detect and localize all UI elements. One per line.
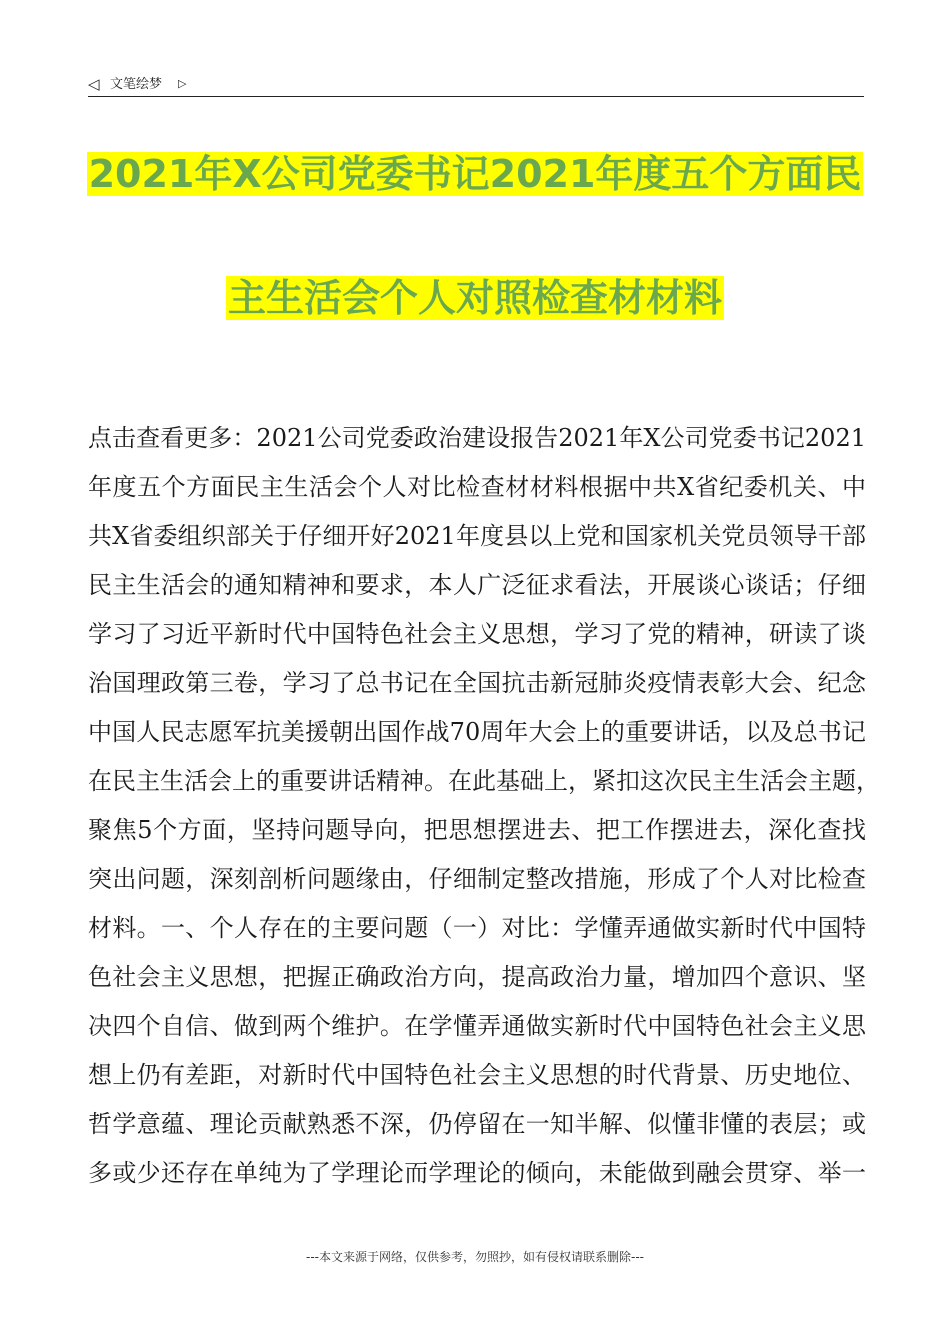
title-line-2-text: 主生活会个人对照检查材材料 — [227, 276, 722, 320]
left-triangle-icon: ◁ — [88, 75, 100, 93]
header-brand: 文笔绘梦 — [110, 77, 163, 92]
body-line: 多或少还存在单纯为了学理论而学理论的倾向，未能做到融会贯穿、举一 — [88, 1159, 866, 1187]
body-line: 学习了习近平新时代中国特色社会主义思想，学习了党的精神，研读了谈 — [88, 620, 866, 648]
body-line: 民主生活会的通知精神和要求，本人广泛征求看法，开展谈心谈话；仔细 — [88, 571, 866, 599]
body-line: 决四个自信、做到两个维护。在学懂弄通做实新时代中国特色社会主义思 — [88, 1012, 866, 1040]
right-triangle-icon: ▷ — [178, 77, 187, 90]
body-line: 治国理政第三卷，学习了总书记在全国抗击新冠肺炎疫情表彰大会、纪念 — [88, 669, 866, 697]
body-line: 想上仍有差距，对新时代中国特色社会主义思想的时代背景、历史地位、 — [88, 1061, 866, 1089]
page-header — [88, 74, 864, 97]
body-line: 色社会主义思想，把握正确政治方向，提高政治力量，增加四个意识、坚 — [88, 963, 866, 991]
body-line: 哲学意蕴、理论贡献熟悉不深，仍停留在一知半解、似懂非懂的表层；或 — [88, 1110, 866, 1138]
body-line: 年度五个方面民主生活会个人对比检查材材料根据中共X省纪委机关、中 — [88, 473, 866, 501]
body-line: 材料。一、个人存在的主要问题（一）对比：学懂弄通做实新时代中国特 — [88, 914, 866, 942]
body-line: 点击查看更多：2021公司党委政治建设报告2021年X公司党委书记2021 — [88, 424, 866, 452]
body-line: 聚焦5个方面，坚持问题导向，把思想摆进去、把工作摆进去，深化查找 — [88, 816, 866, 844]
body-line: 共X省委组织部关于仔细开好2021年度县以上党和国家机关党员领导干部 — [88, 522, 866, 550]
document-title-line-2 — [60, 274, 890, 322]
body-line: 中国人民志愿军抗美援朝出国作战70周年大会上的重要讲话，以及总书记 — [88, 718, 866, 746]
title-line-1-text: 2021年X公司党委书记2021年度五个方面民 — [88, 152, 862, 196]
footer-notice: ---本文来源于网络，仅供参考，勿照抄，如有侵权请联系删除--- — [306, 1250, 644, 1264]
body-line: 在民主生活会上的重要讲话精神。在此基础上，紧扣这次民主生活会主题， — [88, 767, 880, 795]
document-title-line-1 — [60, 150, 890, 198]
document-body — [88, 414, 880, 1198]
body-line: 突出问题，深刻剖析问题缘由，仔细制定整改措施，形成了个人对比检查 — [88, 865, 866, 893]
